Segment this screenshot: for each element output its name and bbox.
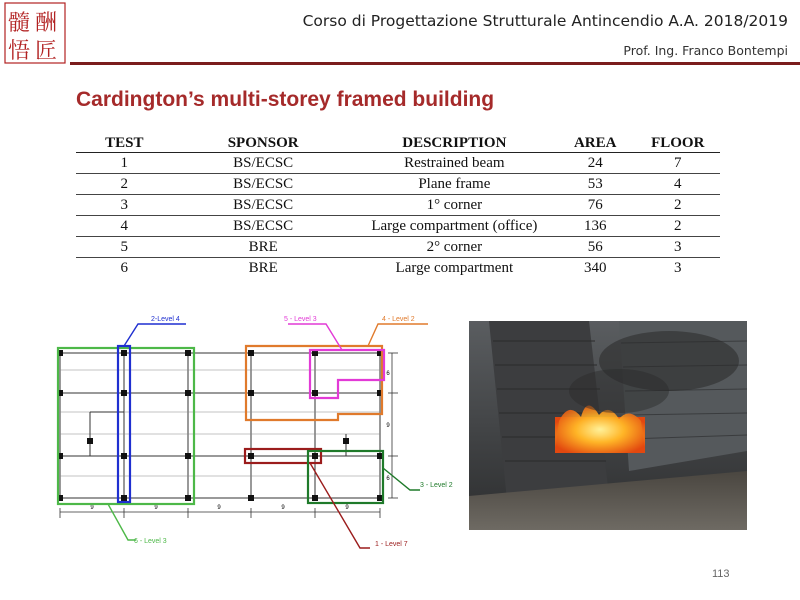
- tests-table: [76, 134, 720, 278]
- cell-floor: 2: [635, 195, 720, 216]
- leader-level2-4: [368, 324, 428, 346]
- plan-columns: [57, 350, 383, 501]
- floor-plan-diagram: [48, 308, 468, 558]
- cell-description: Plane frame: [354, 174, 555, 195]
- cell-sponsor: BS/ECSC: [173, 153, 354, 174]
- cell-description: 1° corner: [354, 195, 555, 216]
- course-title: Corso di Progettazione Strutturale Antincendio A.A. 2018/2019: [302, 12, 788, 30]
- test5-outline: [310, 350, 384, 398]
- cell-floor: 3: [673, 259, 682, 276]
- test3-outline: [308, 451, 383, 503]
- cell-floor: 4: [635, 174, 720, 195]
- logo-char-2: 酬: [35, 11, 58, 36]
- dim-side-3: 6: [386, 476, 390, 482]
- cell-sponsor: BS/ECSC: [173, 216, 354, 237]
- header-rule: [70, 62, 800, 65]
- cell-area: 136: [555, 216, 636, 237]
- cell-area: 56: [555, 237, 636, 258]
- dim-side-2: 9: [386, 423, 390, 429]
- professor-name: Prof. Ing. Franco Bontempi: [623, 43, 788, 58]
- cell-test: 1: [76, 153, 173, 174]
- cell-floor: 2: [635, 216, 720, 237]
- dim-span-3: 9: [217, 505, 221, 511]
- cell-description: Large compartment: [395, 259, 514, 276]
- label-level2-4: 4 - Level 2: [382, 316, 415, 323]
- cell-area: 76: [555, 195, 636, 216]
- dim-side-1: 6: [386, 371, 390, 377]
- cell-sponsor: BS/ECSC: [173, 195, 354, 216]
- col-header-test: TEST: [76, 134, 173, 153]
- fire-test-photo: [469, 321, 747, 530]
- table-row: [76, 258, 720, 279]
- cell-sponsor: BRE: [173, 237, 354, 258]
- cell-area: 24: [555, 153, 636, 174]
- dim-span-4: 9: [281, 505, 285, 511]
- cell-description: Restrained beam: [354, 153, 555, 174]
- page-number: 113: [712, 568, 730, 580]
- cell-sponsor: BRE: [248, 259, 278, 276]
- table-row: [76, 174, 720, 195]
- dim-span-1: 9: [90, 505, 94, 511]
- dim-span-5: 9: [345, 505, 349, 511]
- cell-test: 6: [120, 259, 129, 276]
- col-header-description: DESCRIPTION: [354, 134, 555, 153]
- cell-area: 53: [555, 174, 636, 195]
- cell-area: 340: [583, 259, 607, 276]
- test6-outline: [58, 348, 194, 504]
- logo-char-3: 悟: [8, 39, 31, 64]
- table-row: [76, 237, 720, 258]
- label-level3-6: 6 - Level 3: [134, 538, 167, 545]
- cell-test: 3: [76, 195, 173, 216]
- dim-span-2: 9: [154, 505, 158, 511]
- leader-level4: [124, 324, 186, 346]
- cell-test: 2: [76, 174, 173, 195]
- label-level3-5: 5 - Level 3: [284, 316, 317, 323]
- label-level4: 2-Level 4: [151, 316, 180, 323]
- col-header-area: AREA: [555, 134, 636, 153]
- cell-floor: 7: [635, 153, 720, 174]
- leader-level3-6: [108, 504, 136, 540]
- cell-test: 5: [76, 237, 173, 258]
- cell-floor: 3: [635, 237, 720, 258]
- cell-sponsor: BS/ECSC: [173, 174, 354, 195]
- cell-description: 2° corner: [354, 237, 555, 258]
- label-level2-3: 3 - Level 2: [420, 482, 453, 489]
- slide-title: Cardington’s multi-storey framed building: [76, 88, 495, 111]
- table-row: [76, 195, 720, 216]
- test4-outline: [246, 346, 382, 420]
- plan-grid: [60, 353, 398, 518]
- logo-char-1: 髓: [8, 11, 31, 36]
- table-header-row: [76, 134, 720, 153]
- cell-test: 4: [76, 216, 173, 237]
- table-row: [76, 153, 720, 174]
- table-row: [76, 216, 720, 237]
- label-level7: 1 - Level 7: [375, 541, 408, 548]
- col-header-sponsor: SPONSOR: [173, 134, 354, 153]
- logo-char-4: 匠: [35, 39, 58, 64]
- col-header-floor: FLOOR: [635, 134, 720, 153]
- university-logo: [4, 2, 66, 64]
- cell-description: Large compartment (office): [354, 216, 555, 237]
